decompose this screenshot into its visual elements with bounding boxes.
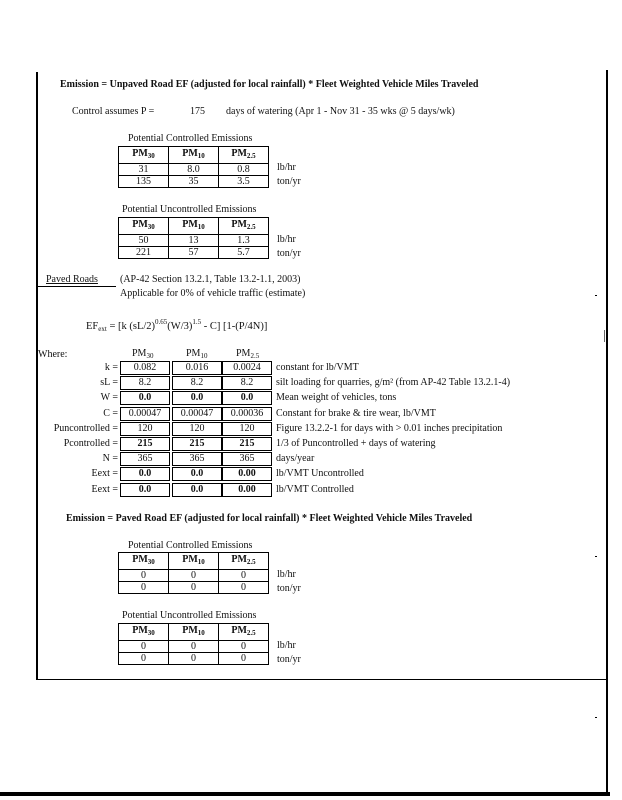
table-cell: 57 — [169, 247, 219, 259]
control-assumes-label: Control assumes P = — [72, 106, 155, 117]
header-pm30: $PM_{30}$ — [119, 624, 169, 641]
paved-roads-label: Paved Roads — [46, 274, 98, 285]
param-value-cell: 0.0 — [172, 467, 222, 481]
header-pm30: $PM_{30}$ — [119, 218, 169, 235]
table-cell: 0 — [169, 641, 219, 653]
param-value-cell: 0.0 — [120, 391, 170, 405]
table-cell: 0 — [219, 641, 269, 653]
table-cell: 221 — [119, 247, 169, 259]
unit-label: lb/hr — [277, 234, 296, 245]
param-value-cell: 0.00047 — [172, 407, 222, 421]
paved-roads-section: (AP-42 Section 13.2.1, Table 13.2-1.1, 2003) — [120, 274, 301, 285]
scan-mark — [595, 717, 597, 718]
table-cell: 8.0 — [169, 164, 219, 176]
unpaved-uncontrolled-table — [118, 217, 269, 259]
unit-label: lb/hr — [277, 162, 296, 173]
header-pm25: $PM_{2.5}$ — [219, 147, 269, 164]
table-cell: 5.7 — [219, 247, 269, 259]
bottom-border-section — [36, 679, 606, 680]
unit-label: lb/hr — [277, 640, 296, 651]
param-label: Pcontrolled = — [63, 438, 118, 449]
unit-label: ton/yr — [277, 583, 301, 594]
unit-label: ton/yr — [277, 654, 301, 665]
table-cell: 50 — [119, 235, 169, 247]
table-cell: 0 — [219, 653, 269, 665]
unpaved-controlled-table — [118, 146, 269, 188]
param-description: constant for lb/VMT — [276, 362, 359, 373]
param-description: days/year — [276, 453, 315, 465]
table-cell: 1.3 — [219, 235, 269, 247]
paved-roads-rule — [36, 286, 116, 287]
table-cell: 0 — [169, 582, 219, 594]
param-value-cell: 0.00 — [222, 467, 272, 481]
unpaved-controlled-title: Potential Controlled Emissions — [128, 133, 253, 144]
table-row — [119, 235, 269, 247]
table-row — [119, 641, 269, 653]
param-value-cell: 8.2 — [120, 376, 170, 390]
param-description: Figure 13.2.2-1 for days with > 0.01 inches precipitation — [276, 422, 503, 434]
paved-controlled-title: Potential Controlled Emissions — [128, 540, 253, 551]
param-description: Mean weight of vehicles, tons — [276, 392, 397, 404]
table-row — [119, 570, 269, 582]
param-value-cell: 0.016 — [172, 361, 222, 375]
table-cell: 0 — [169, 653, 219, 665]
param-value-cell: 365 — [222, 452, 272, 466]
left-border — [36, 72, 38, 680]
table-row — [119, 164, 269, 176]
table-header-row — [119, 147, 269, 164]
unit-label: lb/hr — [277, 569, 296, 580]
param-value-cell: 120 — [222, 422, 272, 436]
header-pm10: $PM_{10}$ — [169, 147, 219, 164]
param-value-cell: 0.00 — [222, 483, 272, 497]
table-cell: 35 — [169, 176, 219, 188]
right-border — [606, 70, 608, 796]
ef-equation: $EF_{ext} = [k$ $(sL/2)^{0.65}(W/3)^{1.5} - C$] [1-(P/4N)] — [86, 318, 268, 333]
param-value-cell: 215 — [222, 437, 272, 451]
param-value-cell: 0.0 — [172, 391, 222, 405]
param-value-cell: 365 — [172, 452, 222, 466]
table-cell: 0 — [119, 570, 169, 582]
where-label: Where: — [38, 349, 68, 360]
table-cell: 0 — [119, 641, 169, 653]
param-value-cell: 8.2 — [172, 376, 222, 390]
table-cell: 13 — [169, 235, 219, 247]
unit-label: ton/yr — [277, 248, 301, 259]
param-label: Eext = — [91, 483, 118, 495]
table-cell: 0 — [219, 570, 269, 582]
param-description: lb/VMT Uncontrolled — [276, 468, 364, 480]
param-value-cell: 0.00047 — [120, 407, 170, 421]
header-pm25: $PM_{2.5}$ — [219, 553, 269, 570]
param-description: silt loading for quarries, g/m² (from AP-42 Table 13.2.1-4) — [276, 377, 511, 389]
param-value-cell: 120 — [172, 422, 222, 436]
param-value-cell: 120 — [120, 422, 170, 436]
param-value-cell: 0.082 — [120, 361, 170, 375]
table-cell: 3.5 — [219, 176, 269, 188]
paved-roads-applicable: Applicable for 0% of vehicle traffic (estimate) — [120, 288, 306, 299]
header-pm10: $PM_{10}$ — [169, 553, 219, 570]
table-row — [119, 176, 269, 188]
table-row — [119, 247, 269, 259]
page-bottom-bar — [0, 792, 610, 796]
paved-controlled-table — [118, 552, 269, 594]
unit-label: ton/yr — [277, 176, 301, 187]
param-value-cell: 0.0 — [172, 483, 222, 497]
param-value-cell: 0.0 — [120, 483, 170, 497]
table-cell: 0 — [119, 653, 169, 665]
param-label: N = — [102, 453, 118, 465]
emission-heading-text: = Unpaved Road EF (adjusted for local rainfall) * Fleet Weighted Vehicle Miles Traveled — [101, 79, 479, 90]
param-label: Puncontrolled = — [53, 422, 118, 434]
table-cell: 135 — [119, 176, 169, 188]
param-label: C = — [103, 407, 118, 419]
table-cell: 0 — [119, 582, 169, 594]
table-cell: 31 — [119, 164, 169, 176]
table-cell: 0 — [219, 582, 269, 594]
header-pm25: $PM_{2.5}$ — [219, 624, 269, 641]
paved-emission-heading: Emission = Paved Road EF (adjusted for local rainfall) * Fleet Weighted Vehicle Miles Traveled — [66, 513, 473, 524]
param-value-cell: 0.0024 — [222, 361, 272, 375]
scan-mark — [595, 295, 597, 296]
header-pm30: $PM_{30}$ — [119, 147, 169, 164]
header-pm10: $PM_{10}$ — [169, 218, 219, 235]
param-value-cell: 8.2 — [222, 376, 272, 390]
emission-label: Emission — [60, 79, 99, 90]
param-label: sL = — [100, 377, 118, 389]
header-pm30: $PM_{30}$ — [119, 553, 169, 570]
param-header-pm30: $PM_{30}$ — [132, 348, 154, 360]
param-label: Eext = — [91, 468, 118, 480]
paved-uncontrolled-title: Potential Uncontrolled Emissions — [122, 610, 257, 621]
control-assumes-line — [72, 106, 154, 118]
scan-mark — [595, 556, 597, 557]
table-row — [119, 653, 269, 665]
table-row — [119, 582, 269, 594]
header-pm25: $PM_{2.5}$ — [219, 218, 269, 235]
param-value-cell: 215 — [172, 437, 222, 451]
param-header-pm10: $PM_{10}$ — [186, 348, 208, 360]
param-description: lb/VMT Controlled — [276, 483, 354, 495]
table-header-row — [119, 553, 269, 570]
table-header-row — [119, 218, 269, 235]
table-cell: 0 — [169, 570, 219, 582]
control-assumes-note: days of watering (Apr 1 - Nov 31 - 35 wks @ 5 days/wk) — [226, 106, 455, 117]
param-description: Constant for brake & tire wear, lb/VMT — [276, 407, 436, 419]
param-value-cell: 215 — [120, 437, 170, 451]
paved-uncontrolled-table — [118, 623, 269, 665]
param-label: k = — [104, 362, 118, 373]
param-label: W = — [100, 392, 118, 404]
param-header-pm25: $PM_{2.5}$ — [236, 348, 260, 360]
param-value-cell: 365 — [120, 452, 170, 466]
scan-mark — [604, 330, 605, 342]
param-value-cell: 0.0 — [120, 467, 170, 481]
control-assumes-value: 175 — [190, 106, 205, 117]
param-description: 1/3 of Puncontrolled + days of watering — [276, 438, 436, 449]
unpaved-uncontrolled-title: Potential Uncontrolled Emissions — [122, 204, 257, 215]
param-value-cell: 0.0 — [222, 391, 272, 405]
table-cell: 0.8 — [219, 164, 269, 176]
param-value-cell: 0.00036 — [222, 407, 272, 421]
table-header-row — [119, 624, 269, 641]
unpaved-emission-heading — [60, 79, 478, 91]
header-pm10: $PM_{10}$ — [169, 624, 219, 641]
